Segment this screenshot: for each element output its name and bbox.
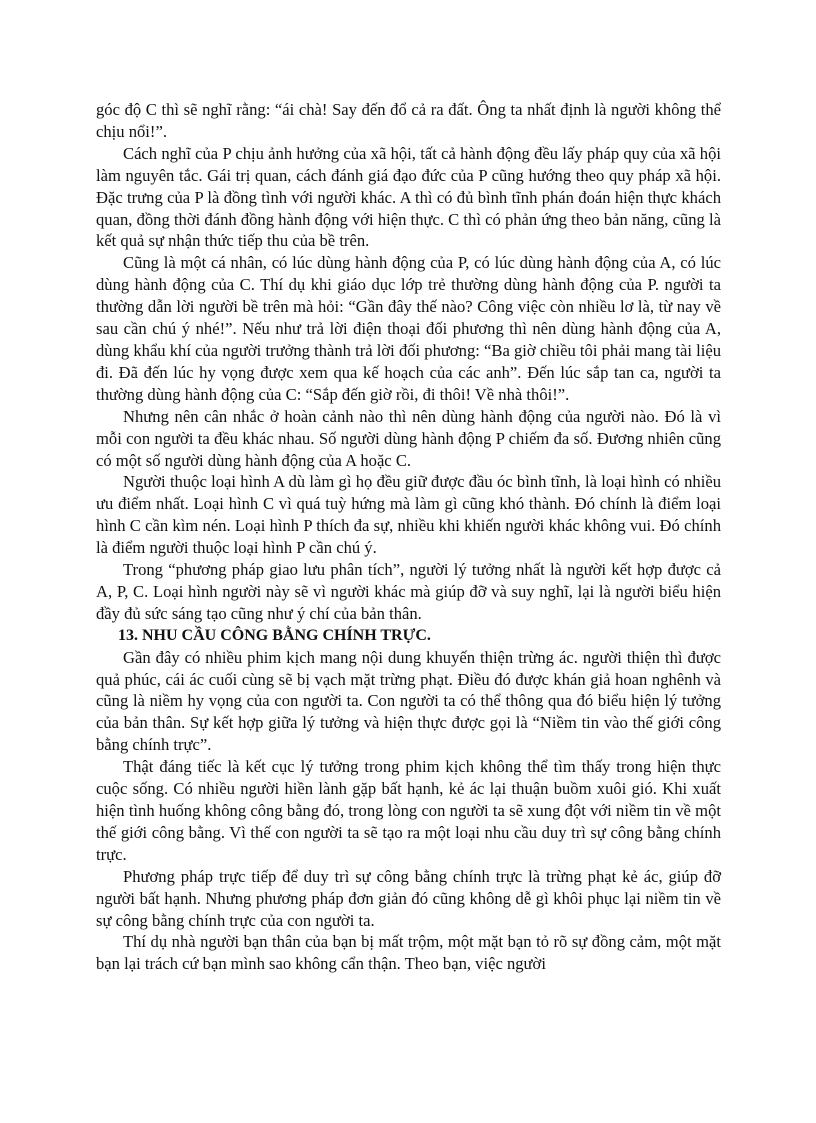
paragraph: Gần đây có nhiều phim kịch mang nội dung khuyến thiện trừng ác. người thiện thì được quả phúc, cái ác cuối cùng sẽ bị vạch mặt trừng phạt. Điều đó được khán giả hoan nghênh và cũng là niềm hy vọng của con người ta. Con người ta có thể thông qua đó biểu hiện lý tưởng của bản thân. Sự kết hợp giữa lý tưởng và hiện thực được gọi là “Niềm tin vào thế giới công bằng chính trực”.	[96, 647, 721, 755]
paragraph: Cách nghĩ của P chịu ảnh hưởng của xã hội, tất cả hành động đều lấy pháp quy của xã hội làm nguyên tắc. Gái trị quan, cách đánh giá đạo đức của P cũng hướng theo quy pháp xã hội. Đặc trưng của P là đồng tình với người khác. A thì có đủ bình tĩnh phán đoán hiện thực khách quan, đồng thời đánh đồng hành động với hiện thực. C thì có phản ứng theo bản năng, cũng là kết quả sự nhận thức tiếp thu của bề trên.	[96, 143, 721, 251]
document-page	[96, 99, 721, 975]
paragraph: Thật đáng tiếc là kết cục lý tưởng trong phim kịch không thể tìm thấy trong hiện thực cuộc sống. Có nhiều người hiền lành gặp bất hạnh, kẻ ác lại thuận buồm xuôi gió. Khi xuất hiện tình huống không công bằng đó, trong lòng con người ta sẽ xung đột với niềm tin về một thế giới công bằng. Vì thế con người ta sẽ tạo ra một loại nhu cầu duy trì sự công bằng chính trực.	[96, 757, 721, 864]
section-heading: 13. NHU CẦU CÔNG BẰNG CHÍNH TRỰC.	[118, 626, 431, 644]
paragraph: Trong “phương pháp giao lưu phân tích”, người lý tưởng nhất là người kết hợp được cả A, P, C. Loại hình người này sẽ vì người khác mà giúp đỡ và suy nghĩ, lại là người biểu hiện đầy đủ sức sáng tạo cũng như ý chí của bản thân.	[96, 560, 721, 623]
paragraph: Người thuộc loại hình A dù làm gì họ đều giữ được đầu óc bình tĩnh, là loại hình có nhiều ưu điểm nhất. Loại hình C vì quá tuỳ hứng mà làm gì cũng khó thành. Đó chính là điểm loại hình C cần kìm nén. Loại hình P thích đa sự, nhiều khi khiến người khác không vui. Đó chính là điểm người thuộc loại hình P cần chú ý.	[96, 472, 721, 558]
paragraph: Cũng là một cá nhân, có lúc dùng hành động của P, có lúc dùng hành động của A, có lúc dùng hành động của C. Thí dụ khi giáo dục lớp trẻ thường dùng hành động của P. người ta thường dẫn lời người bề trên mà hỏi: “Gần đây thế nào? Công việc còn nhiều lơ là, từ nay về sau cần chú ý nhé!”. Nếu như trả lời điện thoại đối phương thì nên dùng hành động của A, dùng khẩu khí của người trưởng thành trả lời đối phương: “Ba giờ chiều tôi phải mang tài liệu đi. Đã đến lúc hy vọng được xem qua kế hoạch của các anh”. Đến lúc sắp tan ca, người ta thường dùng hành động của C: “Sắp đến giờ rồi, đi thôi! Về nhà thôi!”.	[96, 253, 721, 404]
paragraph-continuation: góc độ C thì sẽ nghĩ rằng: “ái chà! Say đến đổ cả ra đất. Ông ta nhất định là người không thể chịu nổi!”.	[96, 100, 721, 141]
paragraph: Phương pháp trực tiếp để duy trì sự công bằng chính trực là trừng phạt kẻ ác, giúp đỡ người bất hạnh. Nhưng phương pháp đơn giản đó cũng không dễ gì khôi phục lại niềm tin về sự công bằng chính trực của con người ta.	[96, 866, 721, 930]
paragraph: Thí dụ nhà người bạn thân của bạn bị mất trộm, một mặt bạn tỏ rõ sự đồng cảm, một mặt bạn lại trách cứ bạn mình sao không cẩn thận. Theo bạn, việc người	[96, 932, 721, 974]
paragraph: Nhưng nên cân nhắc ở hoàn cảnh nào thì nên dùng hành động của người nào. Đó là vì mỗi con người ta đều khác nhau. Số người dùng hành động P chiếm đa số. Đương nhiên cũng có một số người dùng hành động của A hoặc C.	[96, 406, 721, 470]
